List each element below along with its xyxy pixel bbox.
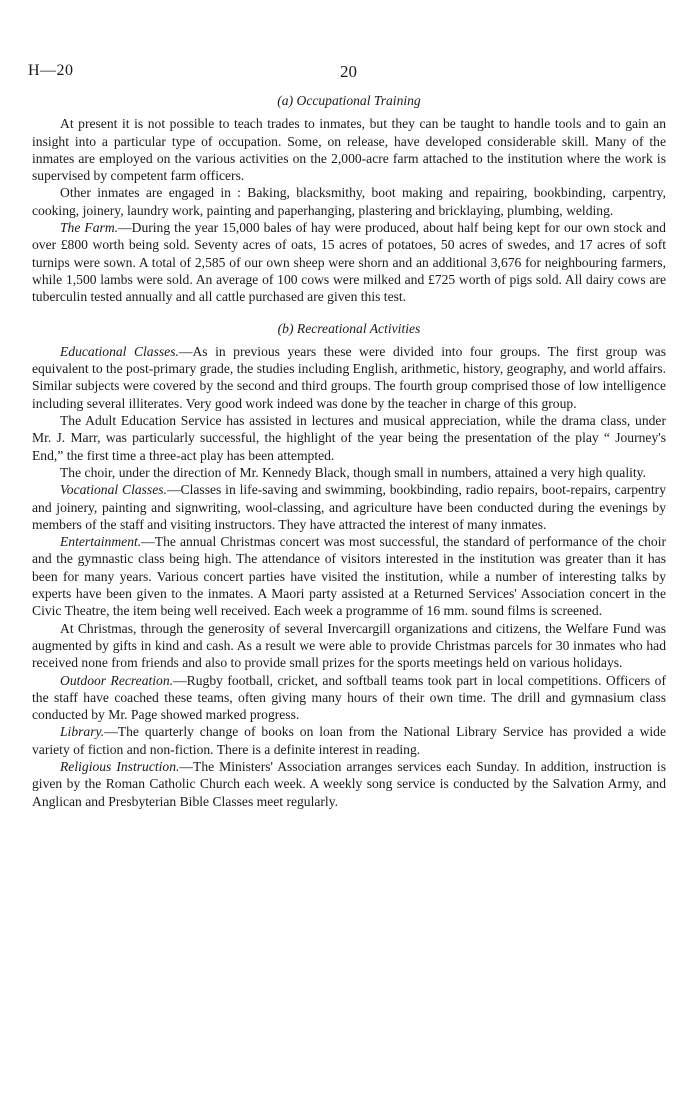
paragraph: [32, 464, 666, 481]
paragraph-lead: The Farm.: [60, 220, 119, 236]
paragraph-text: —During the year 15,000 bales of hay were produced, about half being kept for our own stock and over £800 worth being sold. Seventy acres of oats, 15 acres of potatoes, 50 acres of swedes, and 17 acres of soft turnips were sown. A total of 2,585 of our own sheep were shorn and an additional 3,676 for neighbouring farmers, while 1,500 lambs were sold. An average of 100 cows were milked and £725 worth of pigs sold. All dairy cows are tuberculin tested annually and all cattle purchased are given this test.: [32, 220, 666, 305]
paragraph: [32, 620, 666, 672]
paragraph: [32, 412, 666, 464]
paragraph: [32, 343, 666, 412]
paragraph: [32, 184, 666, 219]
paragraph-lead: Religious Instruction.: [60, 758, 180, 774]
paragraph-text: The Adult Education Service has assisted in lectures and musical appreciation, while the drama class, under Mr. J. Marr, was particularly successful, the highlight of the year being the presentation of the play “ Journey's End,” the first time a three-act play has been attempted.: [32, 413, 666, 463]
paragraph: [32, 219, 666, 305]
page-number: 20: [340, 62, 357, 81]
paragraph-lead: Library.: [60, 724, 105, 740]
paragraph-text: —The annual Christmas concert was most successful, the standard of performance of the choir and the gymnastic class being high. The attendance of visitors interested in the institution was greater than it has been for many years. Various concert parties have visited the institution, while a number of interesting talks by experts have been given to the inmates. A Maori party assisted at a Returned Services' Association concert in the Civic Theatre, the item being well received. Each week a programme of 16 mm. sound films is screened.: [32, 534, 666, 619]
paragraph: [32, 533, 666, 619]
paragraph-lead: Vocational Classes.: [60, 482, 167, 498]
paragraph-lead: Outdoor Recreation.: [60, 672, 174, 688]
paragraph-text: At Christmas, through the generosity of several Invercargill organizations and citizens, the Welfare Fund was augmented by gifts in kind and cash. As a result we were able to provide Christmas parcels for 30 inmates who had received none from friends and also to provide small prizes for the sports meetings held on various holidays.: [32, 620, 666, 671]
paragraph-text: At present it is not possible to teach trades to inmates, but they can be taught to handle tools and to gain an insight into a particular type of occupation. Some, on release, have developed considerable skill. Many of the inmates are employed on the various activities on the 2,000-acre farm attached to the institution where the work is supervised by competent farm officers.: [32, 116, 666, 184]
paragraph: [32, 672, 666, 724]
paragraph: [32, 758, 666, 810]
paragraph: [32, 115, 666, 184]
paragraph-text: The choir, under the direction of Mr. Kennedy Black, though small in numbers, attained a very high quality.: [60, 464, 646, 480]
document-reference: H—20: [28, 62, 74, 79]
document-body: [32, 92, 666, 810]
paragraph-text: —Rugby football, cricket, and softball teams took part in local competitions. Officers of the staff have coached these teams, often giving many hours of their own time. The drill and gymnasium class conducted by Mr. Page showed marked progress.: [32, 672, 666, 723]
paragraph: [32, 481, 666, 533]
paragraph-text: Other inmates are engaged in : Baking, blacksmithy, boot making and repairing, bookbinding, carpentry, cooking, joinery, laundry work, painting and paperhanging, plastering and bricklaying, plumbing, welding.: [32, 185, 666, 218]
paragraph-text: —The Ministers' Association arranges services each Sunday. In addition, instruction is given by the Roman Catholic Church each week. A weekly song service is conducted by the Salvation Army, and Anglican and Presbyterian Bible Classes meet regularly.: [32, 758, 666, 809]
paragraph-text: —As in previous years these were divided into four groups. The first group was equivalent to the post-primary grade, the studies including English, arithmetic, history, geography, and world affairs. Similar subjects were covered by the second and third groups. The fourth group comprised those of low intelligence including several illiterates. Very good work indeed was done by the teacher in charge of this group.: [32, 343, 666, 411]
paragraph-text: —Classes in life-saving and swimming, bookbinding, radio repairs, boot-repairs, carpentry and joinery, painting and signwriting, wool-classing, and agriculture have been conducted during the evenings by members of the staff and visiting instructors. They have attracted the interest of many inmates.: [32, 482, 666, 532]
section-heading-recreational-activities: (b) Recreational Activities: [277, 320, 421, 336]
section-heading-occupational-training: (a) Occupational Training: [277, 93, 421, 108]
paragraph: [32, 723, 666, 758]
paragraph-lead: Educational Classes.: [60, 343, 179, 359]
paragraph-lead: Entertainment.: [60, 534, 142, 550]
paragraph-text: —The quarterly change of books on loan from the National Library Service has provided a wide variety of fiction and non-fiction. There is a definite interest in reading.: [32, 724, 666, 757]
